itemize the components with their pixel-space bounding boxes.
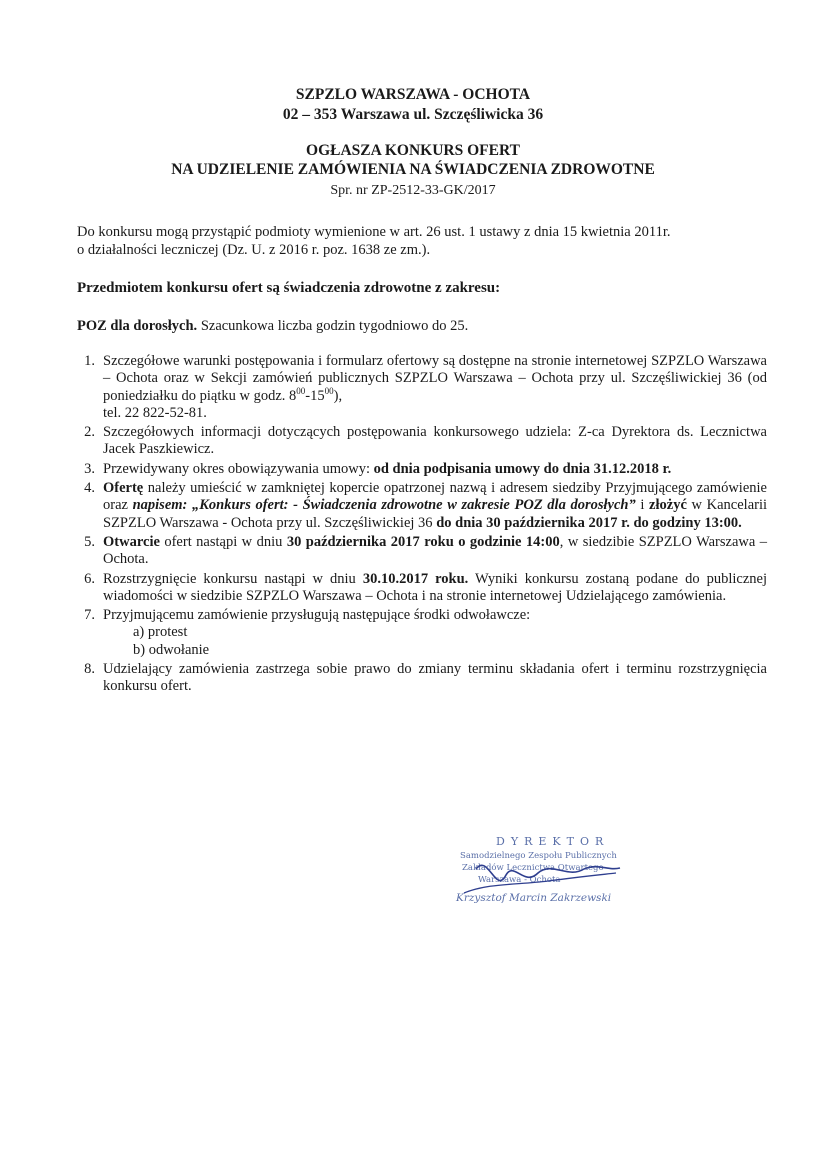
item-number: 1.	[84, 353, 95, 369]
item-number: 7.	[84, 607, 95, 624]
item-text-bold: Ofertę	[103, 480, 144, 497]
intro-line-2: o działalności leczniczej (Dz. U. z 2016 r. poz. 1638 ze zm.).	[77, 242, 431, 258]
scope-line	[77, 317, 757, 335]
item-text	[103, 461, 767, 478]
item-text: Szczegółowych informacji dotyczących postępowania konkursowego udziela: Z-ca Dyrektora ds. Lecznictwa Jacek Paszkiewicz.	[103, 424, 767, 458]
phone-number: tel. 22 822-52-81.	[103, 404, 207, 421]
list-item-6	[77, 571, 767, 606]
item-text-part: ofert nastąpi w dniu	[159, 533, 287, 550]
signature-icon	[448, 835, 648, 910]
item-text-part: należy umieścić w zamkniętej kopercie opatrzonej nazwą i adresem siedziby Przyjmującego zamówienie oraz	[103, 480, 767, 514]
item-text	[103, 571, 767, 606]
item-text-bold: złożyć	[649, 497, 687, 514]
sub-item-a: a) protest	[133, 624, 188, 641]
list-item-1	[77, 353, 767, 422]
item-number: 2.	[84, 424, 95, 441]
stamp-name: Krzysztof Marcin Zakrzewski	[456, 892, 612, 904]
item-number: 8.	[84, 661, 95, 678]
item-text-part: i	[635, 497, 650, 514]
opening-date: 30 października 2017 roku o godzinie 14:00	[286, 533, 560, 550]
org-address: 02 – 353 Warszawa ul. Szczęśliwicka 36	[282, 106, 544, 123]
conditions-list	[77, 353, 767, 698]
item-text-part: Przyjmującemu zamówienie przysługują następujące środki odwoławcze:	[103, 607, 531, 624]
item-text-part: Wyniki konkursu zostaną podane do publicznej wiadomości w siedzibie SZPZLO Warszawa – Ochota i na stronie internetowej Udzielającego zamówienia.	[103, 570, 767, 604]
letterhead	[0, 85, 826, 125]
stamp-line-2: Zakładów Lecznictwa Otwartego	[462, 863, 604, 873]
item-text-part: -15	[305, 387, 325, 404]
contract-period: od dnia podpisania umowy do dnia 31.12.2018 r.	[373, 460, 672, 477]
stamp-title: DYREKTOR	[496, 835, 610, 848]
superscript: 00	[324, 385, 334, 396]
intro-paragraph	[77, 223, 757, 259]
scope-name: POZ dla dorosłych.	[77, 318, 198, 334]
item-text	[103, 607, 767, 659]
submission-deadline: do dnia 30 października 2017 r. do godziny 13:00.	[436, 514, 742, 531]
announcement-line-2: NA UDZIELENIE ZAMÓWIENIA NA ŚWIADCZENIA ZDROWOTNE	[171, 161, 655, 178]
list-item-4	[77, 480, 767, 532]
envelope-label: napisem: „Konkurs ofert: - Świadczenia zdrowotne w zakresie POZ dla dorosłych”	[132, 497, 636, 514]
case-reference: Spr. nr ZP-2512-33-GK/2017	[330, 183, 496, 198]
item-number: 4.	[84, 480, 95, 497]
subject-heading: Przedmiotem konkursu ofert są świadczenia zdrowotne z zakresu:	[77, 280, 501, 296]
announcement-line-1: OGŁASZA KONKURS OFERT	[306, 142, 520, 159]
item-text: Udzielający zamówienia zastrzega sobie prawo do zmiany terminu składania ofert i terminu rozstrzygnięcia konkursu ofert.	[103, 661, 767, 695]
stamp-line-3: Warszawa - Ochota	[478, 875, 561, 885]
list-item-8	[77, 661, 767, 696]
item-text	[103, 480, 767, 532]
announcement-title	[0, 141, 826, 179]
item-number: 3.	[84, 460, 95, 477]
item-number: 6.	[84, 570, 95, 587]
stamp-line-1: Samodzielnego Zespołu Publicznych	[460, 851, 617, 861]
item-text-part: w Kancelarii SZPZLO Warszawa - Ochota przy ul. Szczęśliwickiej 36	[103, 497, 768, 531]
item-text	[103, 353, 767, 422]
list-item-7	[77, 607, 767, 659]
list-item-5	[77, 534, 767, 569]
intro-line-1: Do konkursu mogą przystąpić podmioty wymienione w art. 26 ust. 1 ustawy z dnia 15 kwietnia 2011r.	[77, 224, 671, 240]
item-text-part: Rozstrzygnięcie konkursu nastąpi w dniu	[103, 570, 363, 587]
list-item-2	[77, 424, 767, 459]
org-name: SZPZLO WARSZAWA - OCHOTA	[295, 86, 531, 103]
item-text-bold: Otwarcie	[103, 533, 160, 550]
scope-hours: Szacunkowa liczba godzin tygodniowo do 25.	[197, 318, 469, 334]
superscript: 00	[296, 385, 306, 396]
item-text-part: Przewidywany okres obowiązywania umowy:	[103, 460, 374, 477]
item-text-part: , w siedzibie SZPZLO Warszawa – Ochota.	[103, 533, 767, 568]
resolution-date: 30.10.2017 roku.	[362, 570, 469, 587]
item-text-part: ),	[333, 387, 343, 404]
list-item-3	[77, 461, 767, 478]
director-stamp	[448, 835, 648, 935]
item-text	[103, 534, 767, 569]
sub-item-b: b) odwołanie	[133, 641, 210, 658]
item-text-part: Szczegółowe warunki postępowania i formularz ofertowy są dostępne na stronie internetowej SZPZLO Warszawa – Ochota oraz w Sekcji zamówień publicznych SZPZLO Warszawa – Ochota przy ul. Szczęśliwickiej 36 (od poniedziałku do piątku w godz. 8	[103, 353, 767, 404]
item-number: 5.	[84, 533, 95, 550]
